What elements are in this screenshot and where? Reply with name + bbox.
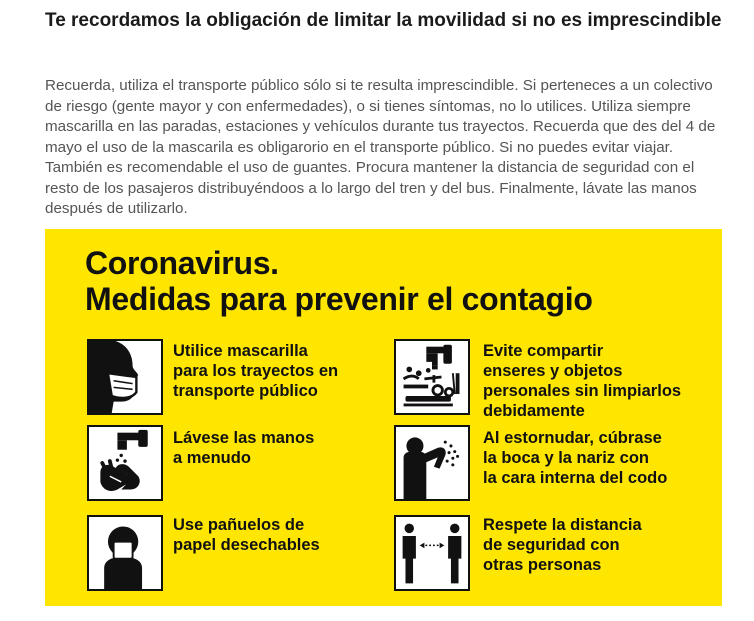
tissue-icon (87, 515, 163, 591)
hand-washing-icon (87, 425, 163, 501)
poster-item-5-text: Use pañuelos de papel desechables (173, 516, 320, 554)
poster-item-1-text: Utilice mascarilla para los trayectos en transporte público (173, 342, 339, 400)
coronavirus-poster (45, 229, 722, 606)
poster-title (85, 245, 715, 317)
poster-item-4-text: Al estornudar, cúbrase la boca y la nariz con la cara interna del codo (483, 429, 668, 487)
article-body: Recuerda, utiliza el transporte público sólo si te resulta imprescindible. Si perteneces a un colectivo de riesgo (gente mayor y con enfermedades), o si tienes síntomas, no lo utilices. Utiliza siempre mascarilla en las paradas, estaciones y vehículos durante tus trayectos. Recuerda que des del 4 de mayo el uso de la mascarila es obligarorio en el transporte público. Si no puedes evitar viajar. También es recomendable el uso de guantes. Procura mantener la distancia de seguridad con el resto de los pasajeros distribuyéndoos a lo largo del tren y del bus. Finalmente, lávate las manos después de utilizarlo. (45, 77, 716, 217)
sneeze-elbow-icon (394, 425, 470, 501)
poster-title-line-1: Coronavirus. (85, 245, 279, 281)
poster-item-6-text: Respete la distancia de seguridad con otras personas (483, 516, 642, 574)
poster-item-3-text: Lávese las manos a menudo (173, 429, 315, 467)
face-mask-icon (87, 339, 163, 415)
safe-distance-icon (394, 515, 470, 591)
article-heading: Te recordamos la obligación de limitar la movilidad si no es imprescindible (45, 10, 722, 31)
poster-item-2-text: Evite compartir enseres y objetos personales sin limpiarlos debidamente (483, 342, 682, 420)
no-sharing-objects-icon (394, 339, 470, 415)
poster-title-line-2: Medidas para prevenir el contagio (85, 281, 593, 317)
